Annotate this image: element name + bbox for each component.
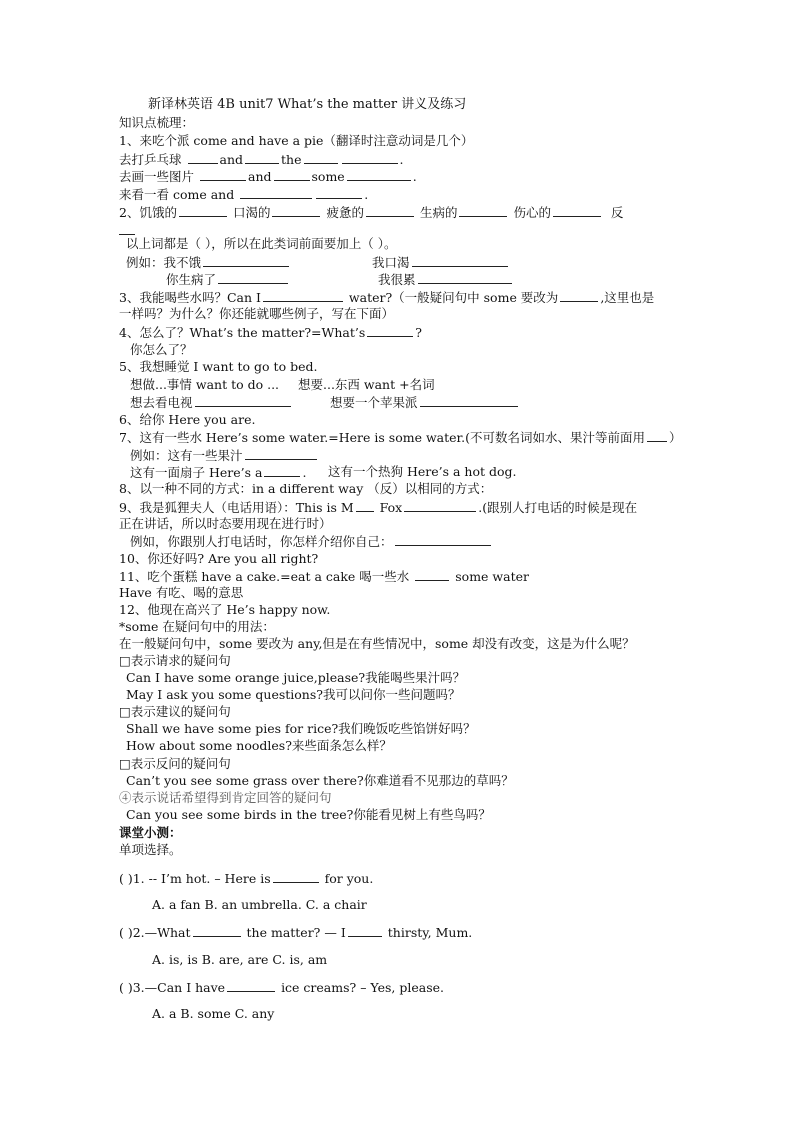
blank[interactable] [404, 499, 476, 512]
blank[interactable] [195, 394, 291, 407]
line-38: ④表示说话希望得到肯定回答的疑问句 [119, 790, 332, 805]
line-5: 2、饥饿的 口渴的 疲惫的 生病的 伤心的 反 [119, 205, 624, 220]
line-13: 5、我想睡觉 I want to go to bed. [119, 359, 318, 374]
line-9: 3、我能喝些水吗？Can I water?（一般疑问句中 some 要改为 ,这里也是 [119, 290, 655, 305]
line-1: 1、来吃个派 come and have a pie（翻译时注意动词是几个） [119, 133, 474, 148]
question-2: ( )2.—What the matter? — I thirsty, Mum. [119, 925, 473, 940]
line-14a: 想做...事情 want to do ... [130, 377, 280, 392]
line-32: May I ask you some questions?我可以问你一些问题吗？ [126, 687, 461, 702]
blank[interactable] [263, 289, 343, 302]
line-11: 4、怎么了？What’s the matter?=What’s ? [119, 325, 422, 340]
worksheet-page: 新译林英语 4B unit7 What’s the matter 讲义及练习 知识点梳理： 1、来吃个派 come and have a pie（翻译时注意动词是几个） 去打乒乓球 and the . 去画一些图片 and some . 来看一看 come and . 2、饥饿的 口渴的 疲惫的 生病的 伤心的 反 以上词都是（ ），所以在此类词前面要加上（ ）。 例如：我不饿 我口渴 你生病了 我很累 3、我能喝些水吗？Can I water?（一般疑问句中 some 要改为 ,这里也是 一样吗？为什么？你还能就哪些例子，写在下面） 4、怎么了？What’s the matter?=What’s ? 你怎么了？ 5、我想睡觉 I want to go to bed. 想做...事情 want to do ... 想要...东西 want +名词 想去看电视 想要一个苹果派 6、给你 Here you are. 7、这有一些水 Here’s some water.=Here is some water.(不可数名词如水、果汁等前面用 ） 例如：这有一些果汁 这有一面扇子 Here’s a . 这有一个热狗 Here’s a hot dog. 8、以一种不同的方式：in a different way （反）以相同的方式： 9、我是狐狸夫人（电话用语）：This is M Fox .(跟别人打电话的时候是现在 正在讲话，所以时态要用现在进行时） 例如，你跟别人打电话时，你怎样介绍你自己： 10、你还好吗? Are you all right? 11、吃个蛋糕 have a cake.=eat a cake 喝一些水 some water Have 有吃、喝的意思 12、他现在高兴了 He’s happy now. *some 在疑问句中的用法： 在一般疑问句中，some 要改为 any,但是在有些情况中，some 却没有改变，这是为什么呢？ □表示请求的疑问句 Can I have some orange juice,please?我能喝些果汁吗？ May I ask you some questions?我可以问你一些问题吗？ □表示建议的疑问句 Shall we have some pies for rice?我们晚饭吃些馅饼好吗？ How about some noodles?来些面条怎么样？ □表示反问的疑问句 Can’t you see some grass over there?你难道看不见那边的草吗？ ④表示说话希望得到肯定回答的疑问句 Can you see some birds in the tree?你能看见树上有些鸟吗？ 课堂小测： 单项选择。 ( )1. -- I’m hot. – Here is for you. A. a fan B. an umbrella. C. a chair ( )2.—What the matter? — I thirsty, Mum. A. is, is B. are, are C. is, am ( )3.—Can I have ice creams? – Yes, please. A. a B. some C. any [119, 97, 682, 1021]
quiz-heading: 课堂小测： [119, 825, 182, 840]
answer-blank[interactable] [193, 924, 241, 937]
line-6: 以上词都是（ ），所以在此类词前面要加上（ ）。 [126, 236, 397, 251]
line-31: Can I have some orange juice,please?我能喝些果汁吗？ [126, 670, 466, 685]
line-20: 8、以一种不同的方式：in a different way （反）以相同的方式： [119, 481, 493, 496]
line-35: How about some noodles?来些面条怎么样？ [126, 738, 392, 753]
blank[interactable] [647, 429, 667, 442]
blank[interactable] [418, 271, 512, 284]
line-24: 10、你还好吗? Are you all right? [119, 551, 319, 566]
blank[interactable] [218, 271, 288, 284]
blank[interactable] [274, 168, 310, 181]
line-23: 例如，你跟别人打电话时，你怎样介绍你自己： [130, 533, 493, 550]
blank[interactable] [179, 204, 227, 217]
section-heading: 知识点梳理： [119, 115, 195, 130]
line-14b: 想要...东西 want +名词 [298, 377, 435, 392]
line-21: 9、我是狐狸夫人（电话用语）：This is M Fox .(跟别人打电话的时候是现在 [119, 500, 638, 515]
line-2: 去打乒乓球 and the . [119, 152, 404, 167]
line-8: 你生病了 [166, 271, 290, 288]
line-22: 正在讲话，所以时态要用现在进行时） [119, 516, 332, 531]
answer-blank[interactable] [348, 924, 382, 937]
blank[interactable] [342, 151, 398, 164]
blank[interactable] [203, 254, 289, 267]
line-33: □表示建议的疑问句 [119, 704, 231, 719]
line-36: □表示反问的疑问句 [119, 756, 231, 771]
blank[interactable] [420, 394, 518, 407]
blank[interactable] [367, 324, 413, 337]
blank[interactable] [200, 168, 246, 181]
blank[interactable] [412, 254, 508, 267]
blank[interactable] [245, 151, 279, 164]
line-39: Can you see some birds in the tree?你能看见树上有些鸟吗？ [126, 807, 491, 822]
line-19c: 这有一个热狗 Here’s a hot dog. [328, 464, 517, 479]
blank[interactable] [264, 464, 300, 477]
line-12: 你怎么了？ [130, 342, 193, 357]
line-17: 7、这有一些水 Here’s some water.=Here is some water.(不可数名词如水、果汁等前面用 ） [119, 430, 682, 445]
line-10: 一样吗？为什么？你还能就哪些例子，写在下面） [119, 306, 395, 321]
question-1: ( )1. -- I’m hot. – Here is for you. [119, 871, 374, 886]
blank[interactable] [188, 151, 218, 164]
line-15: 想去看电视 [130, 394, 293, 411]
line-25: 11、吃个蛋糕 have a cake.=eat a cake 喝一些水 some water [119, 569, 529, 584]
line-26: Have 有吃、喝的意思 [119, 585, 244, 600]
page-title: 新译林英语 4B unit7 What’s the matter 讲义及练习 [148, 97, 467, 112]
blank[interactable] [395, 533, 491, 546]
question-3: ( )3.—Can I have ice creams? – Yes, please. [119, 980, 444, 995]
line-28: *some 在疑问句中的用法： [119, 619, 275, 634]
blank[interactable] [240, 186, 312, 199]
blank[interactable] [316, 186, 362, 199]
line-18: 例如：这有一些果汁 [130, 447, 319, 464]
blank[interactable] [356, 499, 374, 512]
blank[interactable] [560, 289, 598, 302]
line-4: 来看一看 come and . [119, 187, 369, 202]
blank[interactable] [459, 204, 507, 217]
blank[interactable] [119, 222, 135, 235]
line-16: 6、给你 Here you are. [119, 412, 256, 427]
line-19: 这有一面扇子 Here’s a . [130, 465, 307, 480]
answer-blank[interactable] [273, 870, 319, 883]
blank[interactable] [366, 204, 414, 217]
quiz-subheading: 单项选择。 [119, 842, 182, 857]
line-3: 去画一些图片 and some . [119, 169, 417, 184]
blank[interactable] [304, 151, 338, 164]
blank[interactable] [347, 168, 411, 181]
blank[interactable] [245, 447, 317, 460]
question-2-options: A. is, is B. are, are C. is, am [152, 952, 328, 967]
line-34: Shall we have some pies for rice?我们晚饭吃些馅饼好吗？ [126, 721, 476, 736]
blank[interactable] [272, 204, 320, 217]
line-7: 例如：我不饿 [126, 254, 291, 271]
question-1-options: A. a fan B. an umbrella. C. a chair [152, 897, 367, 912]
line-27: 12、他现在高兴了 He’s happy now. [119, 602, 331, 617]
line-37: Can’t you see some grass over there?你难道看不见那边的草吗？ [126, 773, 514, 788]
blank[interactable] [553, 204, 601, 217]
question-3-options: A. a B. some C. any [152, 1006, 275, 1021]
answer-blank[interactable] [227, 979, 275, 992]
line-30: □表示请求的疑问句 [119, 653, 231, 668]
blank[interactable] [415, 568, 449, 581]
line-29: 在一般疑问句中，some 要改为 any,但是在有些情况中，some 却没有改变，这是为什么呢？ [119, 636, 635, 651]
